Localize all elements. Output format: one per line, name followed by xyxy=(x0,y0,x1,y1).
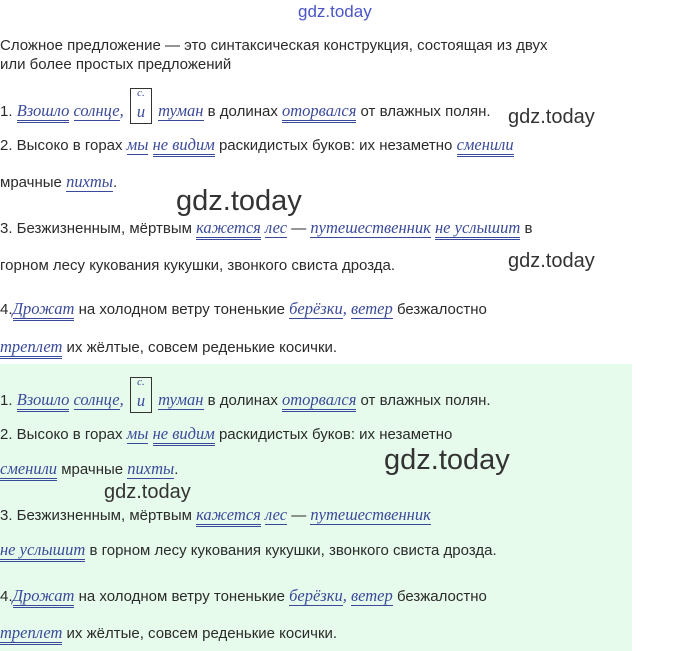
watermark-big2: gdz.today xyxy=(384,444,510,476)
text: 2. Высоко в горах xyxy=(0,137,123,154)
orig-sentence-4-line1 xyxy=(0,299,487,320)
text: раскидистых буков: их незаметно xyxy=(218,426,453,443)
watermark-mid1: gdz.today xyxy=(508,106,595,128)
text: безжалостно xyxy=(396,301,487,318)
subject: туман xyxy=(158,390,204,409)
subject: берёзки xyxy=(289,299,343,318)
ans-sentence-3-line1 xyxy=(0,505,431,526)
text: на холодном ветру тоненькие xyxy=(78,301,285,318)
text: их жёлтые, совсем реденькие косички. xyxy=(66,339,338,356)
text: в xyxy=(524,220,533,237)
intro-cut-text: или более простых предложений xyxy=(0,56,232,73)
ans-sentence-3-line2 xyxy=(0,540,497,561)
subject: лес xyxy=(264,505,288,524)
orig-sentence-2-line1 xyxy=(0,135,514,156)
subject: пихты xyxy=(127,459,175,478)
comma: , xyxy=(342,586,347,605)
text: в горном лесу кукования кукушки, звонкого свиста дрозда. xyxy=(89,542,497,559)
predicate: сменили xyxy=(0,459,57,481)
subject: солнце xyxy=(73,390,120,409)
sentence-number: 1. xyxy=(0,392,13,409)
predicate: не услышит xyxy=(435,218,520,240)
period: . xyxy=(112,174,118,191)
watermark-top: gdz.today xyxy=(298,2,372,21)
subject: путешественник xyxy=(310,505,431,524)
subject: солнце xyxy=(73,101,120,120)
watermark-mid2: gdz.today xyxy=(508,250,595,272)
subject: мы xyxy=(126,424,149,443)
dash: — xyxy=(291,507,307,524)
text: безжалостно xyxy=(396,588,487,605)
subject: мы xyxy=(126,135,149,154)
text: от влажных полян. xyxy=(360,392,491,409)
predicate: Дрожат xyxy=(13,586,75,608)
text: 3. Безжизненным, мёртвым xyxy=(0,507,192,524)
predicate: Взошло xyxy=(17,101,70,123)
watermark-big1: gdz.today xyxy=(176,185,302,217)
predicate: кажется xyxy=(196,218,261,240)
watermark-mid3: gdz.today xyxy=(104,481,191,503)
orig-sentence-3-line2 xyxy=(0,256,395,276)
predicate: не видим xyxy=(153,424,215,446)
subject: пихты xyxy=(66,172,113,191)
text: от влажных полян. xyxy=(360,103,491,120)
comma: , xyxy=(119,101,124,120)
intro-text: Сложное предложение — это синтаксическая конструкция, состоящая из двух xyxy=(0,37,548,54)
period: . xyxy=(174,461,179,478)
ans-sentence-1 xyxy=(0,377,491,413)
sentence-number: 4. xyxy=(0,301,13,318)
orig-sentence-4-line2 xyxy=(0,337,337,358)
conjunction-note: с. xyxy=(137,87,145,99)
orig-sentence-3-line1 xyxy=(0,218,532,239)
intro-cut-line xyxy=(0,56,300,76)
orig-sentence-2-line2 xyxy=(0,172,117,193)
text: горном лесу кукования кукушки, звонкого свиста дрозда. xyxy=(0,257,396,274)
text: в долинах xyxy=(207,103,278,120)
conjunction: и xyxy=(136,102,146,121)
text: 3. Безжизненным, мёртвым xyxy=(0,220,192,237)
conjunction: и xyxy=(136,391,146,410)
dash: — xyxy=(291,220,307,237)
ans-sentence-2-line2 xyxy=(0,459,178,480)
comma: , xyxy=(342,299,347,318)
ans-sentence-4-line1 xyxy=(0,586,487,607)
comma: , xyxy=(119,390,124,409)
text: 2. Высоко в горах xyxy=(0,426,123,443)
predicate: не видим xyxy=(153,135,215,157)
predicate: оторвался xyxy=(282,390,356,412)
subject: берёзки xyxy=(289,586,343,605)
conjunction-box xyxy=(130,377,152,413)
text: на холодном ветру тоненькие xyxy=(78,588,285,605)
sentence-number: 4. xyxy=(0,588,13,605)
text: мрачные xyxy=(0,174,62,191)
conjunction-note: с. xyxy=(137,376,145,388)
subject: туман xyxy=(158,101,204,120)
subject: лес xyxy=(264,218,288,237)
text: раскидистых буков: их незаметно xyxy=(218,137,453,154)
subject: ветер xyxy=(351,299,393,318)
text: мрачные xyxy=(61,461,124,478)
orig-sentence-1 xyxy=(0,88,491,124)
subject: путешественник xyxy=(310,218,431,237)
subject: ветер xyxy=(351,586,393,605)
text: в долинах xyxy=(207,392,278,409)
predicate: оторвался xyxy=(282,101,356,123)
predicate: Взошло xyxy=(17,390,70,412)
ans-sentence-4-line2 xyxy=(0,623,337,644)
predicate: не услышит xyxy=(0,540,85,562)
conjunction-box xyxy=(130,88,152,124)
text: их жёлтые, совсем реденькие косички. xyxy=(66,625,338,642)
predicate: кажется xyxy=(196,505,261,527)
ans-sentence-2-line1 xyxy=(0,424,452,445)
predicate: треплет xyxy=(0,337,62,359)
predicate: треплет xyxy=(0,623,62,645)
predicate: Дрожат xyxy=(13,299,75,321)
predicate: сменили xyxy=(457,135,514,157)
sentence-number: 1. xyxy=(0,103,13,120)
